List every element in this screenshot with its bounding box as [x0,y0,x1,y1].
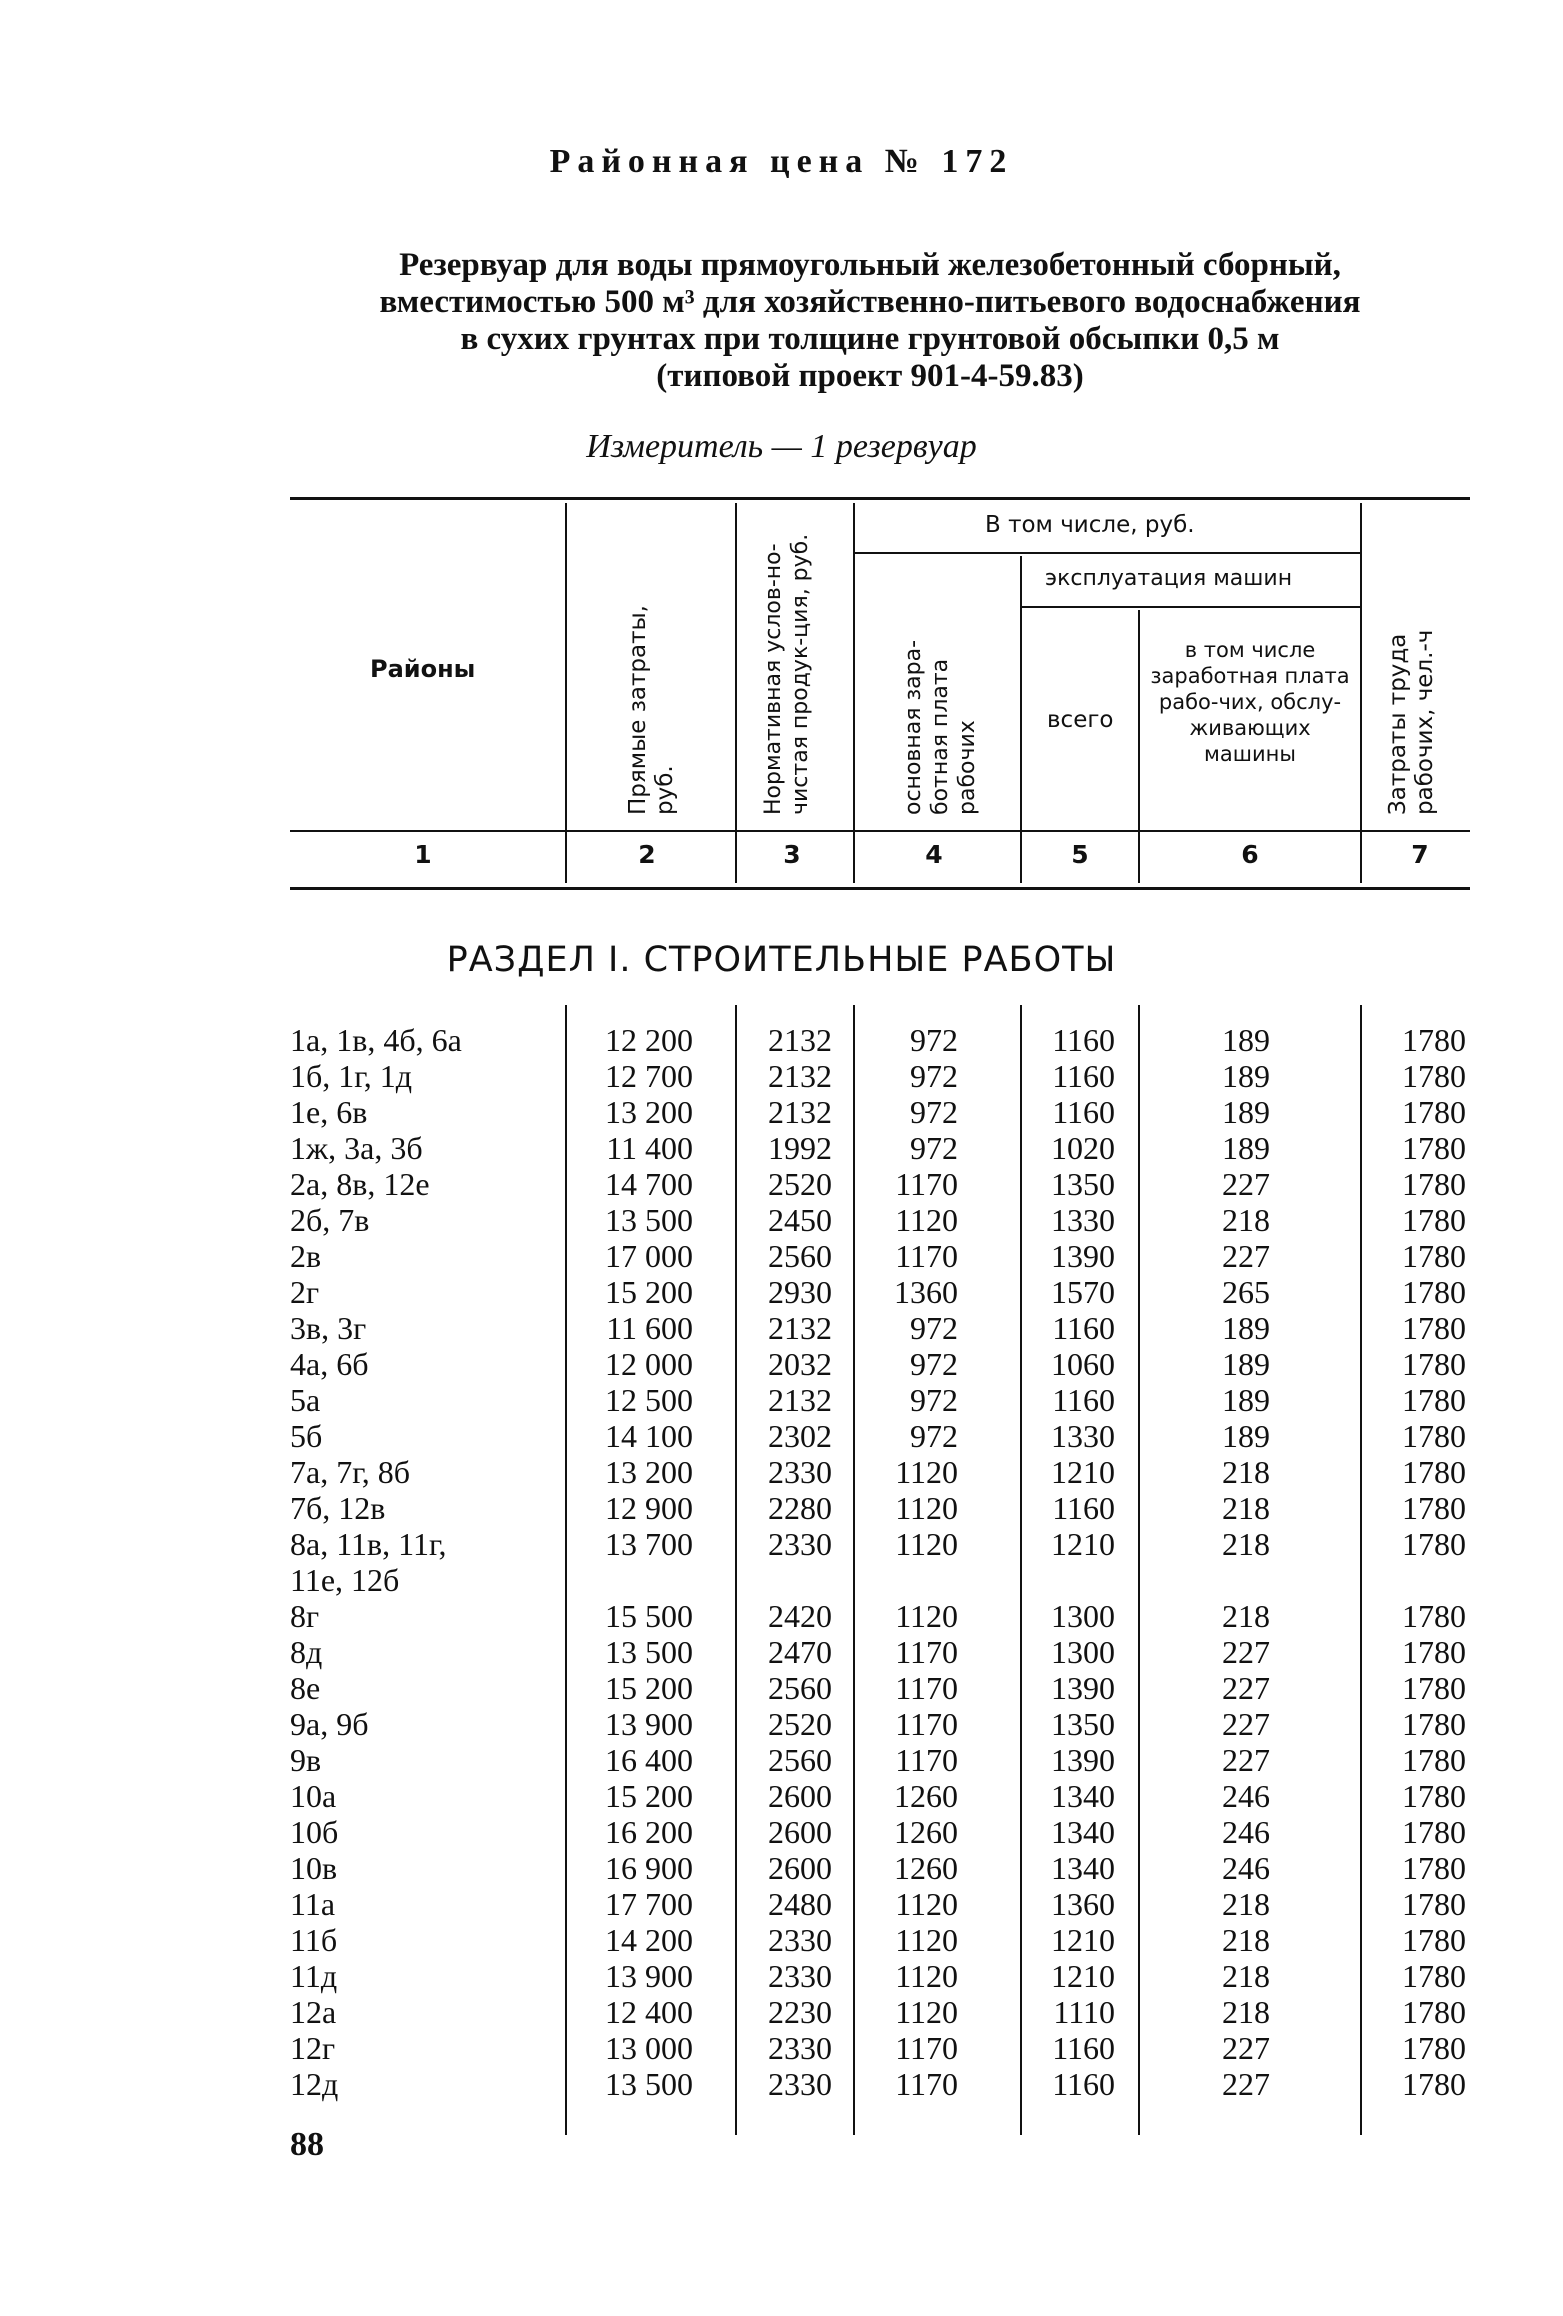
value-cell: 972 [910,1310,958,1346]
value-cell: 972 [910,1022,958,1058]
region-cell: 10б [290,1814,339,1850]
value-cell: 1170 [895,1238,958,1274]
value-cell: 13 900 [605,1958,693,1994]
table-row [0,1706,1563,1742]
value-cell: 1780 [1402,1670,1466,1706]
subtitle-line: (типовой проект 901-4-59.83) [656,358,1084,394]
value-cell: 1110 [1053,1994,1115,2030]
region-cell: 11а [290,1886,336,1922]
value-cell: 227 [1222,1742,1270,1778]
value-cell: 15 500 [605,1598,693,1634]
value-cell: 16 200 [605,1814,693,1850]
header-divider [565,503,567,883]
value-cell: 1390 [1051,1742,1115,1778]
value-cell: 1060 [1051,1346,1115,1382]
value-cell: 12 700 [605,1058,693,1094]
column-number: 5 [1071,840,1089,869]
value-cell: 1210 [1051,1454,1115,1490]
section-title: РАЗДЕЛ I. СТРОИТЕЛЬНЫЕ РАБОТЫ [446,940,1117,980]
region-cell: 1б, 1г, 1д [290,1058,413,1094]
region-cell: 12а [290,1994,337,2030]
value-cell: 189 [1222,1418,1270,1454]
value-cell: 1120 [895,1526,958,1562]
value-cell: 12 400 [605,1994,693,2030]
value-cell: 1780 [1402,1778,1466,1814]
value-cell: 1780 [1402,1130,1466,1166]
region-cell: 8г [290,1598,320,1634]
region-cell: 7а, 7г, 8б [290,1454,410,1490]
value-cell: 227 [1222,1706,1270,1742]
value-cell: 16 900 [605,1850,693,1886]
region-cell: 11б [290,1922,338,1958]
page-title: Районная цена № 172 [549,143,1014,180]
region-cell: 1ж, 3а, 3б [290,1130,423,1166]
column-number: 4 [925,840,943,869]
value-cell: 972 [910,1130,958,1166]
value-cell: 2132 [768,1382,832,1418]
value-cell: 1120 [895,1886,958,1922]
region-cell: 2б, 7в [290,1202,370,1238]
value-cell: 1160 [1052,1490,1115,1526]
value-cell: 13 500 [605,2066,693,2102]
value-cell: 2280 [768,1490,832,1526]
column-header-normative-product: Нормативная услов-но-чистая продук-ция, руб. [761,533,813,815]
value-cell: 15 200 [605,1274,693,1310]
value-cell: 1780 [1402,1490,1466,1526]
value-cell: 1780 [1402,1526,1466,1562]
value-cell: 2600 [768,1850,832,1886]
region-cell: 9а, 9б [290,1706,369,1742]
value-cell: 2032 [768,1346,832,1382]
value-cell: 1120 [895,1202,958,1238]
column-number: 1 [414,840,432,869]
value-cell: 1330 [1051,1418,1115,1454]
column-header-machine-wages: в том числе заработная плата рабо-чих, обслу-живающих машины [1150,638,1350,766]
value-cell: 1170 [895,1166,958,1202]
value-cell: 227 [1222,2030,1270,2066]
column-header-base-wages: основная зара-ботная плата рабочих [901,639,980,815]
region-cell: 8а, 11в, 11г, 11е, 12б [290,1526,447,1598]
value-cell: 1390 [1051,1670,1115,1706]
value-cell: 1170 [895,1742,958,1778]
value-cell: 12 500 [605,1382,693,1418]
header-bottom-rule [290,830,1470,832]
value-cell: 227 [1222,1166,1270,1202]
value-cell: 13 500 [605,1202,693,1238]
value-cell: 1120 [895,1994,958,2030]
value-cell: 246 [1222,1850,1270,1886]
value-cell: 2132 [768,1058,832,1094]
value-cell: 17 700 [605,1886,693,1922]
value-cell: 11 600 [606,1310,693,1346]
value-cell: 14 200 [605,1922,693,1958]
column-header-direct-costs: Прямые затраты, руб. [625,605,678,815]
value-cell: 1160 [1052,1310,1115,1346]
value-cell: 1780 [1402,2066,1466,2102]
subtitle-line: вместимостью 500 м³ для хозяйственно-питьевого водоснабжения [379,284,1361,320]
value-cell: 1020 [1051,1130,1115,1166]
region-cell: 1а, 1в, 4б, 6а [290,1022,462,1058]
region-cell: 12г [290,2030,336,2066]
value-cell: 1780 [1402,2030,1466,2066]
table-row [0,1598,1563,1634]
region-cell: 4а, 6б [290,1346,369,1382]
value-cell: 2330 [768,1922,832,1958]
region-cell: 11д [290,1958,338,1994]
value-cell: 1330 [1051,1202,1115,1238]
value-cell: 1360 [1051,1886,1115,1922]
table-row [0,2066,1563,2102]
value-cell: 227 [1222,1238,1270,1274]
value-cell: 14 100 [605,1418,693,1454]
region-cell: 1е, 6в [290,1094,368,1130]
table-row [0,1634,1563,1670]
value-cell: 1170 [895,1634,958,1670]
value-cell: 1780 [1402,1238,1466,1274]
value-cell: 1780 [1402,1634,1466,1670]
value-cell: 1780 [1402,1994,1466,2030]
value-cell: 1210 [1051,1958,1115,1994]
value-cell: 1780 [1402,1166,1466,1202]
value-cell: 1120 [895,1454,958,1490]
value-cell: 972 [910,1382,958,1418]
value-cell: 1780 [1402,1058,1466,1094]
value-cell: 2330 [768,2066,832,2102]
value-cell: 218 [1222,1598,1270,1634]
value-cell: 1780 [1402,1274,1466,1310]
value-cell: 12 900 [605,1490,693,1526]
value-cell: 1350 [1051,1706,1115,1742]
value-cell: 1780 [1402,1922,1466,1958]
value-cell: 1780 [1402,1346,1466,1382]
value-cell: 17 000 [605,1238,693,1274]
value-cell: 14 700 [605,1166,693,1202]
header-divider [735,503,737,883]
value-cell: 1160 [1052,2066,1115,2102]
table-row [0,2030,1563,2066]
value-cell: 218 [1222,1922,1270,1958]
region-cell: 7б, 12в [290,1490,386,1526]
value-cell: 1160 [1052,2030,1115,2066]
value-cell: 1260 [894,1814,958,1850]
table-row [0,1382,1563,1418]
column-header-regions: Районы [370,655,476,683]
value-cell: 2132 [768,1310,832,1346]
group-rule [855,552,1360,554]
table-row [0,1310,1563,1346]
value-cell: 1170 [895,1670,958,1706]
value-cell: 1170 [895,2030,958,2066]
value-cell: 189 [1222,1094,1270,1130]
value-cell: 218 [1222,1958,1270,1994]
value-cell: 1170 [895,2066,958,2102]
value-cell: 218 [1222,1994,1270,2030]
value-cell: 265 [1222,1274,1270,1310]
table-row [0,1130,1563,1166]
measurement-unit: Измеритель — 1 резервуар [586,428,977,465]
value-cell: 2560 [768,1670,832,1706]
value-cell: 1260 [894,1778,958,1814]
region-cell: 2г [290,1274,320,1310]
value-cell: 2560 [768,1238,832,1274]
value-cell: 1780 [1402,1454,1466,1490]
value-cell: 227 [1222,2066,1270,2102]
value-cell: 2230 [768,1994,832,2030]
value-cell: 2480 [768,1886,832,1922]
region-cell: 10в [290,1850,338,1886]
table-row [0,1526,1563,1598]
value-cell: 2132 [768,1022,832,1058]
value-cell: 1780 [1402,1814,1466,1850]
value-cell: 189 [1222,1058,1270,1094]
value-cell: 2600 [768,1778,832,1814]
table-row [0,1418,1563,1454]
value-cell: 246 [1222,1778,1270,1814]
value-cell: 972 [910,1094,958,1130]
value-cell: 1570 [1051,1274,1115,1310]
value-cell: 189 [1222,1346,1270,1382]
value-cell: 1780 [1402,1202,1466,1238]
value-cell: 13 900 [605,1706,693,1742]
value-cell: 189 [1222,1382,1270,1418]
value-cell: 1390 [1051,1238,1115,1274]
table-row [0,1346,1563,1382]
value-cell: 2330 [768,1526,832,1562]
value-cell: 1160 [1052,1058,1115,1094]
value-cell: 16 400 [605,1742,693,1778]
table-row [0,1922,1563,1958]
value-cell: 1992 [768,1130,832,1166]
region-cell: 9в [290,1742,322,1778]
value-cell: 2330 [768,2030,832,2066]
header-divider [1360,503,1362,883]
column-number: 7 [1411,840,1429,869]
value-cell: 2420 [768,1598,832,1634]
value-cell: 1260 [894,1850,958,1886]
region-cell: 12д [290,2066,339,2102]
value-cell: 2330 [768,1958,832,1994]
table-row [0,1670,1563,1706]
value-cell: 1120 [895,1598,958,1634]
value-cell: 1160 [1052,1382,1115,1418]
table-row [0,1778,1563,1814]
region-cell: 5а [290,1382,321,1418]
value-cell: 1170 [895,1706,958,1742]
value-cell: 1780 [1402,1742,1466,1778]
column-number: 6 [1241,840,1259,869]
value-cell: 189 [1222,1022,1270,1058]
value-cell: 1360 [894,1274,958,1310]
column-header-labor-costs: Затраты труда рабочих, чел.-ч [1385,629,1438,815]
value-cell: 15 200 [605,1778,693,1814]
value-cell: 13 500 [605,1634,693,1670]
table-row [0,1274,1563,1310]
header-divider [1138,610,1140,883]
value-cell: 189 [1222,1130,1270,1166]
table-row [0,1742,1563,1778]
value-cell: 2520 [768,1706,832,1742]
value-cell: 218 [1222,1886,1270,1922]
value-cell: 2450 [768,1202,832,1238]
value-cell: 1780 [1402,1706,1466,1742]
table-row [0,1958,1563,1994]
value-cell: 1160 [1052,1022,1115,1058]
value-cell: 13 000 [605,2030,693,2066]
value-cell: 972 [910,1346,958,1382]
table-row [0,1454,1563,1490]
table-body [0,1022,1563,2102]
column-header-total: всего [1047,707,1114,733]
column-number: 2 [638,840,656,869]
header-top-rule [290,497,1470,500]
page-number: 88 [290,2126,324,2163]
subtitle-line: в сухих грунтах при толщине грунтовой обсыпки 0,5 м [460,321,1280,357]
header-divider [853,503,855,883]
machines-group-header: эксплуатация машин [1045,566,1293,591]
value-cell: 218 [1222,1454,1270,1490]
subtitle-line: Резервуар для воды прямоугольный железобетонный сборный, [399,247,1341,283]
colnum-bottom-rule [290,887,1470,890]
table-row [0,1490,1563,1526]
value-cell: 1210 [1051,1526,1115,1562]
value-cell: 972 [910,1418,958,1454]
value-cell: 2560 [768,1742,832,1778]
region-cell: 2в [290,1238,322,1274]
table-row [0,1094,1563,1130]
value-cell: 1780 [1402,1094,1466,1130]
table-row [0,1058,1563,1094]
table-row [0,1238,1563,1274]
value-cell: 1340 [1051,1850,1115,1886]
value-cell: 11 400 [606,1130,693,1166]
table-row [0,1850,1563,1886]
value-cell: 1350 [1051,1166,1115,1202]
value-cell: 12 200 [605,1022,693,1058]
value-cell: 246 [1222,1814,1270,1850]
value-cell: 12 000 [605,1346,693,1382]
region-cell: 5б [290,1418,323,1454]
value-cell: 1780 [1402,1022,1466,1058]
table-row [0,1994,1563,2030]
value-cell: 2470 [768,1634,832,1670]
value-cell: 1340 [1051,1814,1115,1850]
machines-rule [1020,606,1360,608]
header-divider [1020,556,1022,883]
value-cell: 2520 [768,1166,832,1202]
table-row [0,1022,1563,1058]
region-cell: 3в, 3г [290,1310,367,1346]
value-cell: 2930 [768,1274,832,1310]
value-cell: 1780 [1402,1850,1466,1886]
value-cell: 1780 [1402,1310,1466,1346]
value-cell: 13 200 [605,1094,693,1130]
document-subtitle [300,247,1440,395]
table-row [0,1166,1563,1202]
value-cell: 2330 [768,1454,832,1490]
value-cell: 227 [1222,1634,1270,1670]
value-cell: 2132 [768,1094,832,1130]
region-cell: 8д [290,1634,323,1670]
value-cell: 1780 [1402,1886,1466,1922]
value-cell: 1300 [1051,1634,1115,1670]
value-cell: 1160 [1052,1094,1115,1130]
value-cell: 1780 [1402,1418,1466,1454]
value-cell: 218 [1222,1490,1270,1526]
value-cell: 1120 [895,1922,958,1958]
region-cell: 2а, 8в, 12е [290,1166,430,1202]
table-row [0,1814,1563,1850]
value-cell: 1780 [1402,1598,1466,1634]
table-row [0,1202,1563,1238]
value-cell: 13 200 [605,1454,693,1490]
value-cell: 15 200 [605,1670,693,1706]
value-cell: 1300 [1051,1598,1115,1634]
value-cell: 227 [1222,1670,1270,1706]
value-cell: 218 [1222,1202,1270,1238]
value-cell: 189 [1222,1310,1270,1346]
value-cell: 972 [910,1058,958,1094]
column-group-header: В том числе, руб. [985,512,1195,538]
column-number: 3 [783,840,801,869]
value-cell: 1780 [1402,1958,1466,1994]
value-cell: 2302 [768,1418,832,1454]
value-cell: 1780 [1402,1382,1466,1418]
value-cell: 1120 [895,1490,958,1526]
table-row [0,1886,1563,1922]
value-cell: 2600 [768,1814,832,1850]
value-cell: 1120 [895,1958,958,1994]
value-cell: 218 [1222,1526,1270,1562]
value-cell: 1210 [1051,1922,1115,1958]
region-cell: 8е [290,1670,321,1706]
region-cell: 10а [290,1778,337,1814]
value-cell: 13 700 [605,1526,693,1562]
value-cell: 1340 [1051,1778,1115,1814]
